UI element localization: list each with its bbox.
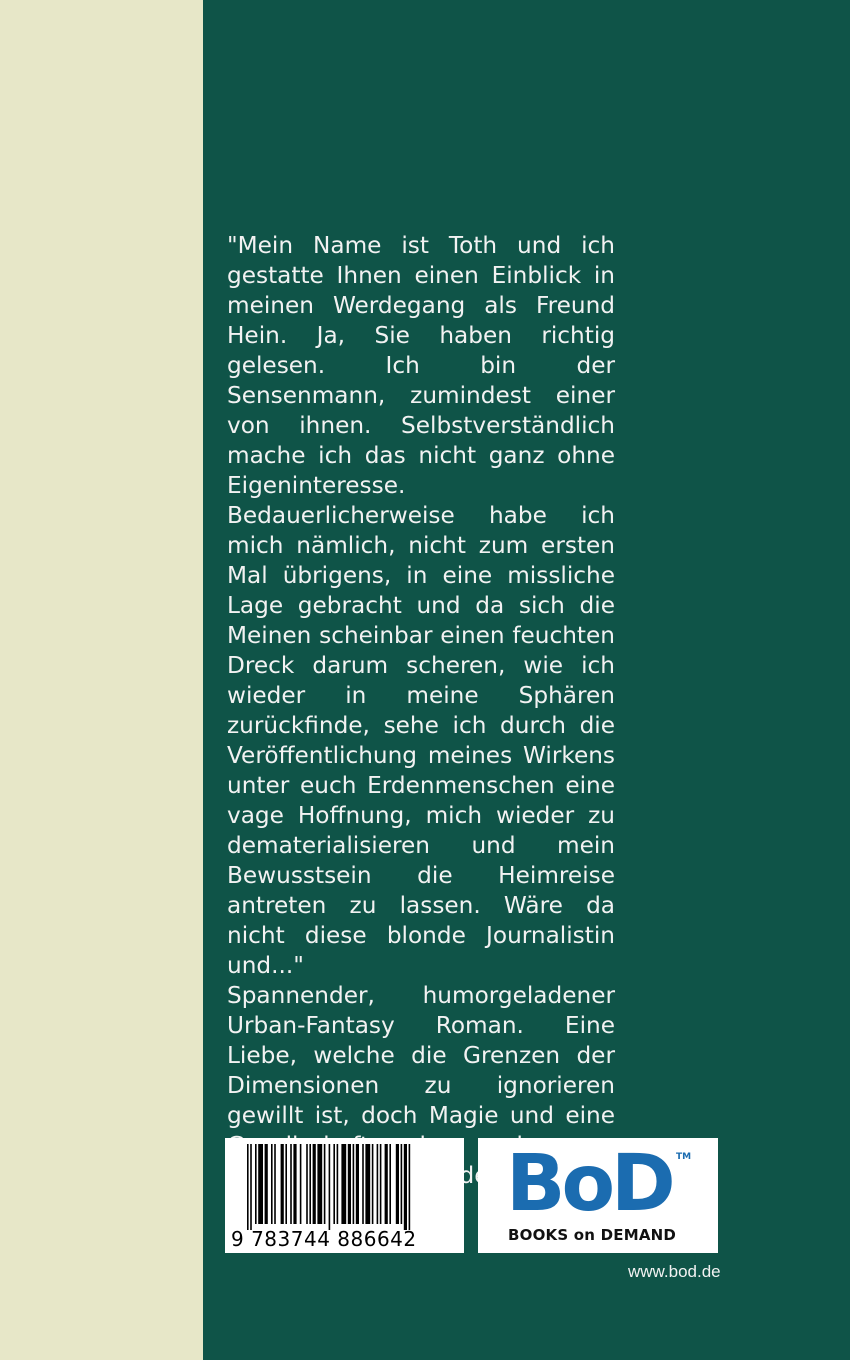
barcode-bar xyxy=(285,1144,287,1224)
barcode-bar xyxy=(255,1144,257,1224)
barcode-bar xyxy=(300,1144,302,1224)
barcode-bar xyxy=(337,1144,339,1224)
barcode-bar xyxy=(348,1144,351,1224)
barcode-bar xyxy=(309,1144,311,1224)
barcode-bar xyxy=(333,1144,335,1224)
barcode-bar xyxy=(377,1144,379,1224)
blurb-paragraph-1: "Mein Name ist Toth und ich gestatte Ihnen einen Einblick in meinen Werdegang als Freund Hein. Ja, Sie haben richtig gelesen. Ich bin der Sensenmann, zumindest einer von ihnen. Selbstverständlich mache ich das nicht ganz ohne Eigeninteresse. Bedauerlicherweise habe ich mich nämlich, nicht zum ersten Mal übrigens, in eine missliche Lage gebracht und da sich die Meinen scheinbar einen feuchten Dreck darum scheren, wie ich wieder in meine Sphären zurückfinde, sehe ich durch die Veröffentlichung meines Wirkens unter euch Erdenmenschen eine vage Hoffnung, mich wieder zu dematerialisieren und mein Bewusstsein die Heimreise antreten zu lassen. Wäre da nicht diese blonde Journalistin und..." xyxy=(227,232,615,979)
barcode-bar xyxy=(324,1144,326,1224)
publisher-logo-box xyxy=(478,1138,718,1253)
barcode-bar xyxy=(313,1144,316,1224)
barcode-bar xyxy=(389,1144,391,1224)
publisher-website: www.bod.de xyxy=(628,1262,721,1281)
barcode-bar xyxy=(247,1144,249,1230)
barcode-bar xyxy=(258,1144,263,1224)
barcode-bar xyxy=(356,1144,359,1224)
barcode-bar xyxy=(365,1144,370,1224)
barcode-bar xyxy=(290,1144,292,1224)
barcode-bar xyxy=(341,1144,346,1224)
barcode-bar xyxy=(271,1144,273,1224)
barcode-bar xyxy=(362,1144,364,1224)
trademark-mark: TM xyxy=(676,1152,692,1162)
barcode-bar xyxy=(409,1144,411,1230)
barcode-bar xyxy=(281,1144,284,1224)
publisher-tagline: BOOKS on DEMAND xyxy=(508,1226,677,1244)
isbn-number: 9 783744 886642 xyxy=(231,1227,417,1251)
barcode-bar xyxy=(250,1144,252,1230)
barcode-bar xyxy=(380,1144,382,1224)
barcode-bar xyxy=(401,1144,403,1224)
barcode-bar xyxy=(293,1144,296,1224)
barcode-bar xyxy=(404,1144,407,1230)
isbn-barcode xyxy=(225,1138,464,1253)
barcode-bar xyxy=(385,1144,388,1224)
barcode-bar xyxy=(329,1144,331,1230)
blurb-paragraph-2: Spannender, humorgeladener Urban-Fantasy Roman. Eine Liebe, welche die Grenzen der Dimensionen zu ignorieren gewillt ist, doch Magie und eine andere xyxy=(227,982,615,1189)
barcode-bar xyxy=(265,1144,268,1224)
barcode-bar xyxy=(353,1144,355,1224)
publisher-logo xyxy=(506,1139,672,1229)
blurb-text xyxy=(227,231,615,1191)
barcode-bar xyxy=(274,1144,276,1224)
barcode-bar xyxy=(306,1144,308,1224)
barcode-bar xyxy=(396,1144,399,1224)
barcode-bar xyxy=(317,1144,322,1224)
barcode-bar xyxy=(372,1144,374,1224)
book-spine xyxy=(0,0,203,1360)
publisher-logo-text: BoD xyxy=(506,1139,672,1229)
